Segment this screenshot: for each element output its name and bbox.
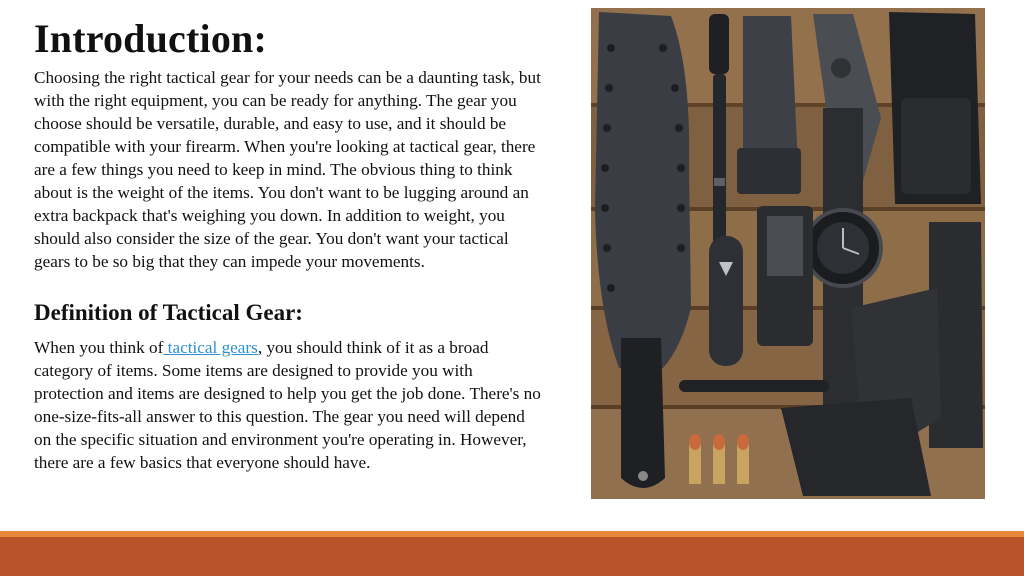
intro-paragraph: Choosing the right tactical gear for your needs can be a daunting task, but with the right equipment, you can be ready for anything. The gear you choose should be versatile, durable, and easy to use, and it should be compatible with your firearm. When you're looking at tactical gear, there are a few things you need to keep in mind. The obvious thing to think about is the weight of the items. You don't want to be lugging around an extra backpack that's weighing you down. In addition to weight, you should also consider the size of the gear. You don't want your tactical gears to be so big that they can impede your movements. <box>34 68 541 271</box>
footer-bar <box>0 537 1024 576</box>
tactical-gear-photo <box>591 8 985 499</box>
intro-heading: Introduction: <box>34 16 268 61</box>
text-column <box>34 14 544 474</box>
definition-paragraph <box>34 336 544 474</box>
multitool <box>757 206 813 346</box>
magazine <box>737 16 801 194</box>
tactical-gears-link[interactable]: tactical gears <box>163 338 258 357</box>
definition-text-end: , you should think of it as a broad category of items. Some items are designed to provide you with protection and items are designed to help you get the job done. There's no one-size-fits-all answer to this question. The gear you need will depend on the specific situation and environment you're operating in. However, there are a few basics that everyone should have. <box>34 338 541 472</box>
swiss-army-knife <box>709 236 743 366</box>
tactical-pen <box>679 380 829 392</box>
gear-illustration <box>591 8 985 499</box>
definition-text-start: When you think of <box>34 338 164 357</box>
ammunition <box>689 434 749 484</box>
definition-heading: Definition of Tactical Gear: <box>34 300 303 325</box>
multitool-pouch <box>889 12 981 204</box>
